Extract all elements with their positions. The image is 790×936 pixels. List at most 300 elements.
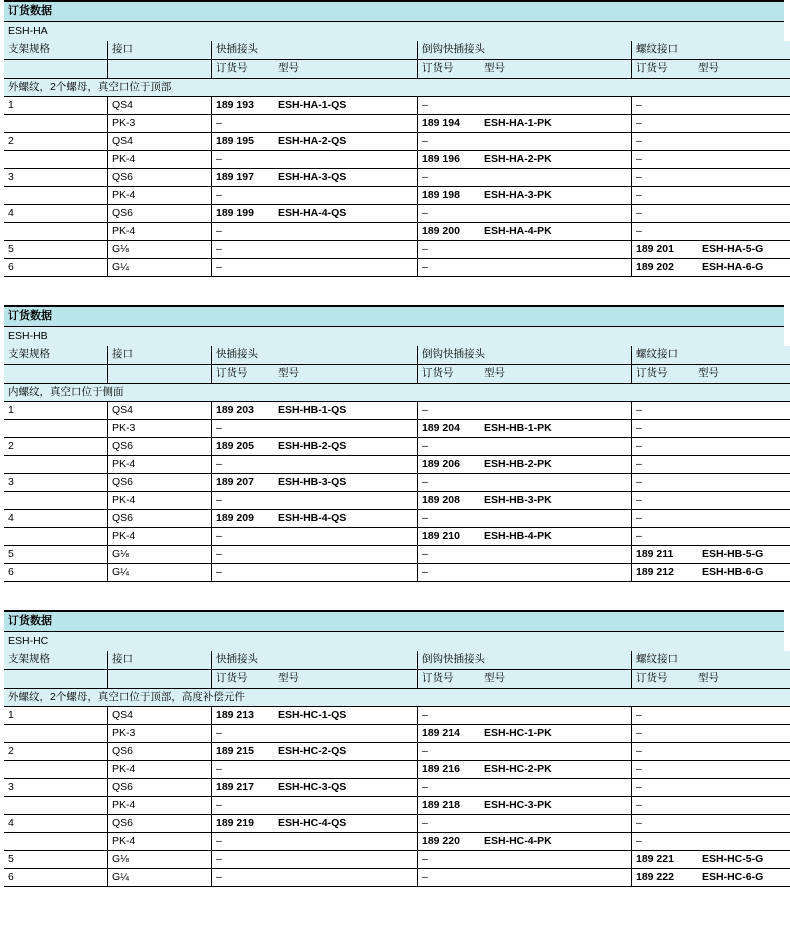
table-header-row <box>4 651 790 670</box>
subheader-part-no: 订货号 <box>636 62 668 74</box>
subheader-type: 型号 <box>278 672 299 684</box>
header-barbed-connector: 倒钩快插接头 <box>418 41 632 60</box>
cell-size <box>4 528 108 546</box>
cell-quick <box>212 833 418 851</box>
cell-barbed-part-no: – <box>422 512 428 524</box>
cell-quick-type: ESH-HA-1-QS <box>278 99 347 111</box>
table-row <box>4 869 790 887</box>
cell-barbed-part-no: 189 198 <box>422 189 460 201</box>
cell-thread-part-no: 189 202 <box>636 261 674 273</box>
cell-quick-type: ESH-HC-3-QS <box>278 781 347 793</box>
cell-size: 3 <box>4 474 108 492</box>
cell-barbed-part-no: 189 220 <box>422 835 460 847</box>
cell-thread <box>632 456 790 474</box>
cell-connection: QS4 <box>108 97 212 115</box>
cell-barbed-part-no: 189 214 <box>422 727 460 739</box>
table-row <box>4 133 790 151</box>
cell-thread-part-no: – <box>636 476 642 488</box>
cell-quick <box>212 438 418 456</box>
subheader-pk <box>418 670 632 689</box>
cell-connection: PK-4 <box>108 223 212 241</box>
subheader-type: 型号 <box>484 367 505 379</box>
table-row <box>4 223 790 241</box>
cell-thread <box>632 474 790 492</box>
subheader-empty-size <box>4 670 108 689</box>
cell-quick <box>212 456 418 474</box>
header-thread-connection: 螺纹接口 <box>632 346 790 365</box>
cell-thread <box>632 133 790 151</box>
cell-thread-part-no: 189 212 <box>636 566 674 578</box>
cell-thread-part-no: – <box>636 530 642 542</box>
cell-barbed-part-no: – <box>422 709 428 721</box>
order-table <box>4 41 790 277</box>
cell-quick <box>212 725 418 743</box>
table-row <box>4 474 790 492</box>
cell-quick <box>212 241 418 259</box>
cell-quick-type: ESH-HB-4-QS <box>278 512 347 524</box>
subheader-part-no: 订货号 <box>216 672 248 684</box>
cell-connection: QS6 <box>108 743 212 761</box>
header-thread-connection: 螺纹接口 <box>632 651 790 670</box>
cell-barbed-part-no: – <box>422 566 428 578</box>
cell-thread-part-no: – <box>636 709 642 721</box>
order-table <box>4 346 790 582</box>
cell-connection: PK-3 <box>108 420 212 438</box>
header-quick-connector: 快插接头 <box>212 651 418 670</box>
table-row <box>4 97 790 115</box>
cell-connection: PK-4 <box>108 187 212 205</box>
cell-quick <box>212 528 418 546</box>
cell-size: 5 <box>4 546 108 564</box>
cell-size <box>4 151 108 169</box>
subheader-part-no: 订货号 <box>422 62 454 74</box>
cell-quick-part-no: 189 203 <box>216 404 254 416</box>
cell-quick-part-no: – <box>216 458 222 470</box>
table-row <box>4 115 790 133</box>
cell-quick <box>212 259 418 277</box>
cell-quick-part-no: – <box>216 261 222 273</box>
cell-barbed-part-no: 189 200 <box>422 225 460 237</box>
cell-quick <box>212 815 418 833</box>
cell-size <box>4 223 108 241</box>
cell-barbed-type: ESH-HC-1-PK <box>484 727 552 739</box>
cell-quick <box>212 851 418 869</box>
cell-size: 2 <box>4 438 108 456</box>
cell-connection: QS6 <box>108 205 212 223</box>
table-row <box>4 510 790 528</box>
cell-quick <box>212 169 418 187</box>
cell-size: 4 <box>4 205 108 223</box>
cell-barbed-type: ESH-HA-4-PK <box>484 225 552 237</box>
cell-thread <box>632 743 790 761</box>
cell-thread <box>632 492 790 510</box>
header-barbed-connector: 倒钩快插接头 <box>418 651 632 670</box>
cell-connection: PK-4 <box>108 833 212 851</box>
table-row <box>4 743 790 761</box>
table-row <box>4 761 790 779</box>
cell-thread-part-no: 189 211 <box>636 548 674 560</box>
cell-quick-part-no: 189 207 <box>216 476 254 488</box>
group-label-row <box>4 79 790 97</box>
cell-quick <box>212 474 418 492</box>
cell-connection: G⅛ <box>108 546 212 564</box>
cell-size: 5 <box>4 851 108 869</box>
cell-barbed-part-no: 189 194 <box>422 117 460 129</box>
order-data-block <box>4 305 784 582</box>
cell-quick-part-no: 189 195 <box>216 135 254 147</box>
subheader-empty-size <box>4 60 108 79</box>
cell-barbed <box>418 869 632 887</box>
subheader-type: 型号 <box>278 367 299 379</box>
cell-thread <box>632 151 790 169</box>
cell-thread <box>632 115 790 133</box>
table-row <box>4 833 790 851</box>
cell-quick <box>212 187 418 205</box>
subheader-pair <box>216 672 414 685</box>
subheader-pair <box>636 367 790 380</box>
cell-thread-part-no: – <box>636 404 642 416</box>
cell-thread-part-no: – <box>636 781 642 793</box>
cell-thread <box>632 438 790 456</box>
cell-barbed <box>418 474 632 492</box>
cell-size: 2 <box>4 743 108 761</box>
cell-thread-part-no: – <box>636 135 642 147</box>
cell-connection: PK-4 <box>108 761 212 779</box>
cell-quick <box>212 564 418 582</box>
table-row <box>4 259 790 277</box>
subheader-empty-connection <box>108 60 212 79</box>
header-quick-connector: 快插接头 <box>212 41 418 60</box>
table-row <box>4 707 790 725</box>
cell-size: 4 <box>4 815 108 833</box>
cell-barbed-part-no: – <box>422 404 428 416</box>
table-row <box>4 151 790 169</box>
header-connection: 接口 <box>108 346 212 365</box>
subheader-part-no: 订货号 <box>216 62 248 74</box>
cell-size: 5 <box>4 241 108 259</box>
cell-quick <box>212 761 418 779</box>
header-size: 支架规格 <box>4 41 108 60</box>
cell-quick-part-no: 189 205 <box>216 440 254 452</box>
cell-quick-part-no: – <box>216 530 222 542</box>
subheader-pair <box>636 62 790 75</box>
cell-connection: QS4 <box>108 402 212 420</box>
cell-size <box>4 456 108 474</box>
cell-thread-part-no: – <box>636 117 642 129</box>
subheader-empty-connection <box>108 670 212 689</box>
cell-thread-type: ESH-HA-6-G <box>702 261 764 273</box>
cell-quick-part-no: – <box>216 853 222 865</box>
cell-connection: PK-4 <box>108 797 212 815</box>
table-row <box>4 456 790 474</box>
subheader-type: 型号 <box>484 62 505 74</box>
cell-quick <box>212 115 418 133</box>
subheader-pair <box>422 62 628 75</box>
order-data-block <box>4 0 784 277</box>
cell-barbed <box>418 402 632 420</box>
table-row <box>4 438 790 456</box>
cell-quick <box>212 707 418 725</box>
cell-connection: G¼ <box>108 259 212 277</box>
cell-quick-part-no: – <box>216 153 222 165</box>
cell-quick-part-no: – <box>216 422 222 434</box>
cell-quick-part-no: 189 199 <box>216 207 254 219</box>
table-row <box>4 205 790 223</box>
cell-barbed-part-no: 189 210 <box>422 530 460 542</box>
cell-thread-part-no: – <box>636 440 642 452</box>
cell-size <box>4 761 108 779</box>
cell-barbed-part-no: – <box>422 135 428 147</box>
subheader-part-no: 订货号 <box>216 367 248 379</box>
cell-quick-part-no: – <box>216 763 222 775</box>
cell-size <box>4 115 108 133</box>
cell-thread-part-no: – <box>636 799 642 811</box>
cell-barbed <box>418 187 632 205</box>
cell-thread-part-no: – <box>636 422 642 434</box>
cell-quick <box>212 797 418 815</box>
subheader-pair <box>216 62 414 75</box>
table-row <box>4 492 790 510</box>
cell-quick-part-no: – <box>216 189 222 201</box>
cell-connection: G⅛ <box>108 241 212 259</box>
cell-barbed <box>418 815 632 833</box>
cell-barbed <box>418 151 632 169</box>
subheader-empty-connection <box>108 365 212 384</box>
table-row <box>4 241 790 259</box>
cell-quick <box>212 133 418 151</box>
table-row <box>4 169 790 187</box>
cell-barbed-part-no: 189 208 <box>422 494 460 506</box>
table-row <box>4 564 790 582</box>
table-row <box>4 528 790 546</box>
cell-size <box>4 797 108 815</box>
cell-thread <box>632 241 790 259</box>
cell-connection: PK-4 <box>108 528 212 546</box>
cell-thread <box>632 528 790 546</box>
header-size: 支架规格 <box>4 346 108 365</box>
cell-barbed-type: ESH-HA-3-PK <box>484 189 552 201</box>
block-subtitle: ESH-HA <box>4 22 784 41</box>
cell-quick-type: ESH-HB-3-QS <box>278 476 347 488</box>
cell-thread-part-no: – <box>636 153 642 165</box>
cell-size: 6 <box>4 869 108 887</box>
cell-barbed-part-no: 189 206 <box>422 458 460 470</box>
block-subtitle: ESH-HC <box>4 632 784 651</box>
subheader-type: 型号 <box>484 672 505 684</box>
cell-thread-type: ESH-HA-5-G <box>702 243 764 255</box>
cell-quick-type: ESH-HC-4-QS <box>278 817 347 829</box>
cell-quick-type: ESH-HA-3-QS <box>278 171 347 183</box>
cell-quick-part-no: 189 209 <box>216 512 254 524</box>
cell-barbed-part-no: – <box>422 781 428 793</box>
cell-quick-part-no: – <box>216 548 222 560</box>
subheader-qs <box>212 365 418 384</box>
cell-barbed <box>418 564 632 582</box>
cell-barbed-part-no: – <box>422 171 428 183</box>
cell-quick <box>212 205 418 223</box>
cell-barbed-part-no: – <box>422 853 428 865</box>
cell-connection: PK-3 <box>108 725 212 743</box>
cell-connection: QS6 <box>108 779 212 797</box>
subheader-g <box>632 60 790 79</box>
subheader-pair <box>216 367 414 380</box>
subheader-pair <box>636 672 790 685</box>
cell-barbed <box>418 743 632 761</box>
cell-thread <box>632 546 790 564</box>
subheader-pair <box>422 367 628 380</box>
subheader-pair <box>422 672 628 685</box>
cell-barbed <box>418 707 632 725</box>
cell-barbed-part-no: 189 204 <box>422 422 460 434</box>
cell-barbed-part-no: – <box>422 817 428 829</box>
cell-size <box>4 725 108 743</box>
cell-quick-part-no: – <box>216 566 222 578</box>
cell-barbed-type: ESH-HB-2-PK <box>484 458 552 470</box>
cell-thread-part-no: – <box>636 745 642 757</box>
cell-size: 4 <box>4 510 108 528</box>
cell-thread-type: ESH-HC-6-G <box>702 871 764 883</box>
cell-quick-part-no: – <box>216 225 222 237</box>
cell-quick-part-no: – <box>216 835 222 847</box>
order-data-block <box>4 610 784 887</box>
cell-barbed-part-no: – <box>422 548 428 560</box>
cell-barbed-type: ESH-HC-4-PK <box>484 835 552 847</box>
cell-thread <box>632 779 790 797</box>
cell-thread-part-no: – <box>636 458 642 470</box>
cell-thread-part-no: 189 221 <box>636 853 674 865</box>
cell-thread-part-no: – <box>636 171 642 183</box>
cell-connection: QS6 <box>108 169 212 187</box>
header-connection: 接口 <box>108 41 212 60</box>
cell-size: 3 <box>4 779 108 797</box>
subheader-g <box>632 670 790 689</box>
cell-connection: QS6 <box>108 474 212 492</box>
cell-connection: QS4 <box>108 707 212 725</box>
cell-barbed-type: ESH-HA-2-PK <box>484 153 552 165</box>
cell-thread <box>632 707 790 725</box>
cell-quick-part-no: – <box>216 243 222 255</box>
cell-thread-part-no: 189 222 <box>636 871 674 883</box>
cell-barbed <box>418 169 632 187</box>
subheader-qs <box>212 60 418 79</box>
cell-barbed-type: ESH-HB-1-PK <box>484 422 552 434</box>
cell-quick-type: ESH-HB-2-QS <box>278 440 347 452</box>
cell-thread-part-no: – <box>636 835 642 847</box>
cell-quick <box>212 402 418 420</box>
cell-barbed <box>418 528 632 546</box>
subheader-g <box>632 365 790 384</box>
group-label: 内螺纹，真空口位于侧面 <box>4 384 790 402</box>
table-row <box>4 779 790 797</box>
block-title: 订货数据 <box>4 610 784 632</box>
table-row <box>4 851 790 869</box>
table-row <box>4 187 790 205</box>
cell-thread-type: ESH-HC-5-G <box>702 853 764 865</box>
cell-quick-type: ESH-HA-2-QS <box>278 135 347 147</box>
block-subtitle: ESH-HB <box>4 327 784 346</box>
cell-barbed-type: ESH-HC-3-PK <box>484 799 552 811</box>
cell-quick <box>212 97 418 115</box>
cell-barbed-part-no: – <box>422 476 428 488</box>
cell-quick <box>212 223 418 241</box>
cell-connection: G¼ <box>108 869 212 887</box>
cell-thread <box>632 797 790 815</box>
cell-barbed <box>418 761 632 779</box>
subheader-part-no: 订货号 <box>636 672 668 684</box>
cell-barbed-part-no: – <box>422 261 428 273</box>
subheader-pk <box>418 365 632 384</box>
subheader-empty-size <box>4 365 108 384</box>
cell-barbed <box>418 241 632 259</box>
cell-thread-part-no: – <box>636 207 642 219</box>
cell-connection: PK-4 <box>108 492 212 510</box>
cell-quick-part-no: – <box>216 494 222 506</box>
cell-barbed <box>418 223 632 241</box>
cell-thread-part-no: – <box>636 225 642 237</box>
cell-thread <box>632 761 790 779</box>
table-row <box>4 815 790 833</box>
table-row <box>4 725 790 743</box>
cell-barbed-part-no: – <box>422 243 428 255</box>
cell-thread <box>632 851 790 869</box>
cell-thread-part-no: – <box>636 99 642 111</box>
cell-barbed-part-no: 189 196 <box>422 153 460 165</box>
cell-quick-part-no: – <box>216 799 222 811</box>
cell-thread <box>632 187 790 205</box>
cell-quick-part-no: 189 193 <box>216 99 254 111</box>
cell-quick <box>212 546 418 564</box>
subheader-part-no: 订货号 <box>422 367 454 379</box>
cell-size <box>4 420 108 438</box>
cell-thread <box>632 205 790 223</box>
cell-thread-part-no: – <box>636 494 642 506</box>
cell-quick-part-no: 189 197 <box>216 171 254 183</box>
cell-quick-part-no: – <box>216 117 222 129</box>
cell-thread-part-no: – <box>636 763 642 775</box>
cell-barbed <box>418 725 632 743</box>
cell-barbed-type: ESH-HB-4-PK <box>484 530 552 542</box>
order-table <box>4 651 790 887</box>
cell-barbed-part-no: – <box>422 207 428 219</box>
group-label: 外螺纹，2个螺母，真空口位于顶部，高度补偿元件 <box>4 689 790 707</box>
subheader-type: 型号 <box>698 62 719 74</box>
cell-thread <box>632 815 790 833</box>
cell-barbed-part-no: 189 216 <box>422 763 460 775</box>
block-title: 订货数据 <box>4 305 784 327</box>
cell-barbed-part-no: – <box>422 745 428 757</box>
cell-thread <box>632 510 790 528</box>
group-label-row <box>4 689 790 707</box>
cell-barbed <box>418 833 632 851</box>
cell-barbed-type: ESH-HB-3-PK <box>484 494 552 506</box>
table-row <box>4 797 790 815</box>
header-quick-connector: 快插接头 <box>212 346 418 365</box>
block-title: 订货数据 <box>4 0 784 22</box>
table-subheader-row <box>4 60 790 79</box>
cell-size: 6 <box>4 259 108 277</box>
table-header-row <box>4 41 790 60</box>
subheader-part-no: 订货号 <box>422 672 454 684</box>
cell-quick <box>212 869 418 887</box>
table-row <box>4 546 790 564</box>
cell-quick-type: ESH-HB-1-QS <box>278 404 347 416</box>
cell-quick-part-no: 189 213 <box>216 709 254 721</box>
cell-quick <box>212 779 418 797</box>
header-connection: 接口 <box>108 651 212 670</box>
cell-thread-type: ESH-HB-6-G <box>702 566 764 578</box>
cell-connection: G⅛ <box>108 851 212 869</box>
cell-quick-part-no: – <box>216 727 222 739</box>
